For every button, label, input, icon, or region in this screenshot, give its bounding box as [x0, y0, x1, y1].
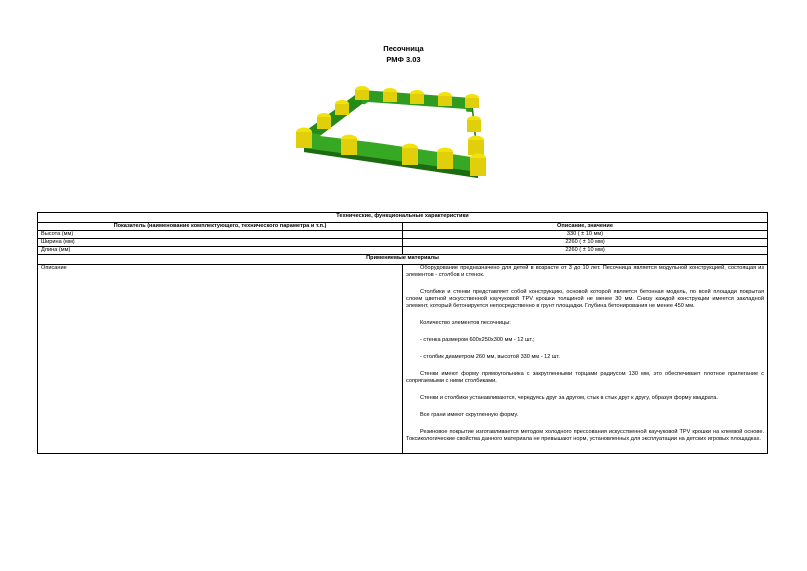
description-paragraph: Столбики и стенки представляет собой конструкцию, основой которой является бетонная модель, по всей площади покрытая слоем цветной искусственной каучуковой TPV крошки толщиной не менее 30 мм. Снизу каждой конструкции имеется закладной элемент, который бетонируется непосредственно в грунт площадки. Глубина бетонирования не менее 450 мм.	[406, 288, 764, 309]
spec-table	[37, 212, 768, 454]
param-cell: Высота (мм)	[38, 230, 403, 238]
description-paragraph: Количество элементов песочницы:	[420, 319, 511, 326]
description-label: Описание	[38, 264, 403, 453]
page-title: Песочница	[383, 44, 424, 53]
table-row	[38, 230, 768, 238]
value-cell: 330 ( ± 10 мм)	[403, 230, 768, 238]
description-paragraph: Стенки имеют форму прямоугольника с закругленными торцами радиусом 130 мм, это обеспечивает плотное прилегание с сопрягаемыми с ними столбиками.	[406, 370, 764, 384]
description-cell	[403, 264, 768, 453]
description-paragraph: - стенка размером 600х250х300 мм - 12 шт.;	[420, 336, 535, 343]
param-cell: Длина (мм)	[38, 246, 403, 254]
section-header-materials: Применяемые материалы	[38, 254, 768, 264]
column-header-param: Показатель (наименование комплектующего, технического параметра и т.п.)	[38, 223, 403, 231]
sandbox-image	[290, 74, 510, 206]
description-paragraph: Резиновое покрытие изготавливается методом холодного прессования искусственной каучуковой TPV крошки на клеевой основе. Токсикологические свойства данного материала не превышают норм, установленных для эксплуатации на детских игровых площадках.	[406, 428, 764, 442]
section-header-characteristics: Технические, функциональные характеристики	[38, 213, 768, 223]
description-paragraph: - столбик диаметром 260 мм, высотой 330 мм - 12 шт.	[420, 353, 560, 360]
table-row	[38, 246, 768, 254]
table-row	[38, 238, 768, 246]
description-paragraph: Все грани имеют скругленную форму.	[420, 411, 519, 418]
description-paragraph: Оборудование предназначено для детей в возрасте от 3 до 10 лет. Песочница является модульной конструкцией, состоящая из элементов - столбов и стенок.	[406, 264, 764, 278]
description-paragraph: Стенки и столбики устанавливаются, чередуясь друг за другом, стык в стык друг к другу, образуя форму квадрата.	[420, 394, 718, 401]
page-subtitle: РМФ 3.03	[386, 55, 421, 64]
column-header-value: Описание, значение	[403, 223, 768, 231]
value-cell: 2260 ( ± 10 мм)	[403, 246, 768, 254]
value-cell: 2260 ( ± 10 мм)	[403, 238, 768, 246]
param-cell: Ширина (мм)	[38, 238, 403, 246]
